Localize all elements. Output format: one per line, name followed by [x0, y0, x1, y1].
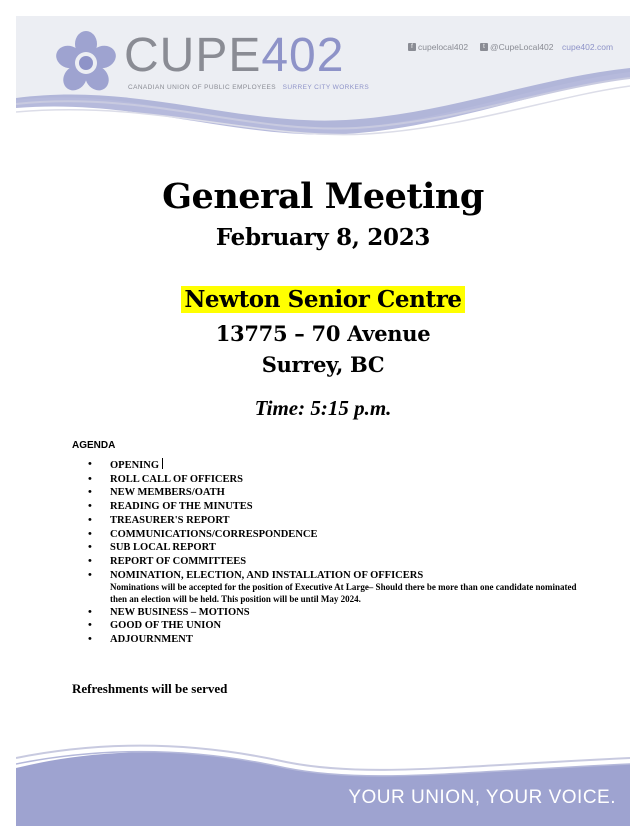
agenda-item-label: COMMUNICATIONS/CORRESPONDENCE	[110, 528, 318, 540]
agenda-item-new-members	[88, 486, 580, 500]
agenda-heading: AGENDA	[72, 440, 116, 451]
text-cursor	[162, 458, 163, 469]
meeting-city: Surrey, BC	[261, 352, 385, 377]
logo-subtitle-accent: SURREY CITY WORKERS	[282, 84, 370, 91]
agenda-item-label: READING OF THE MINUTES	[110, 501, 253, 513]
agenda-item-committees	[88, 555, 580, 569]
agenda-item-new-business	[88, 606, 580, 620]
twitter-link[interactable]	[480, 42, 553, 52]
agenda-item-label: TREASURER'S REPORT	[110, 514, 230, 526]
facebook-link[interactable]	[408, 42, 468, 52]
agenda-item-nomination	[88, 569, 580, 606]
logo-subtitle-text: CANADIAN UNION OF PUBLIC EMPLOYEES	[128, 84, 276, 91]
agenda-list	[88, 458, 580, 647]
agenda-item-opening	[88, 458, 580, 473]
facebook-icon: f	[408, 43, 416, 51]
cupe402-wordmark	[124, 30, 344, 82]
agenda-item-good-of-union	[88, 619, 580, 633]
venue-highlight: Newton Senior Centre	[181, 286, 464, 313]
footer-wave-graphic	[16, 744, 630, 826]
agenda-item-communications	[88, 528, 580, 542]
agenda-item-label: SUB LOCAL REPORT	[110, 542, 216, 554]
twitter-icon: t	[480, 43, 488, 51]
logo-cupe-text: CUPE	[124, 29, 262, 82]
cupe-flower-logo-icon	[54, 30, 118, 94]
logo-number-text: 402	[261, 29, 345, 82]
agenda-item-label: REPORT OF COMMITTEES	[110, 555, 247, 567]
nomination-note: Nominations will be accepted for the position of Executive At Large– Should there be more than one candidate nominated then an election will be held. This position will be until May 2024.	[110, 582, 577, 604]
header-banner	[16, 16, 630, 158]
agenda-item-label: OPENING	[110, 460, 160, 471]
meeting-venue	[16, 286, 630, 313]
meeting-address: 13775 – 70 Avenue	[215, 321, 431, 346]
agenda-item-treasurer	[88, 514, 580, 528]
agenda-item-label: NEW MEMBERS/OATH	[110, 487, 225, 499]
facebook-handle: cupelocal402	[418, 42, 469, 52]
agenda-item-label: ADJOURNMENT	[110, 633, 193, 645]
agenda-item-minutes	[88, 500, 580, 514]
twitter-handle: @CupeLocal402	[490, 42, 554, 52]
agenda-item-sub-local	[88, 541, 580, 555]
meeting-title: General Meeting	[162, 176, 484, 217]
agenda-item-roll-call	[88, 473, 580, 487]
footer-tagline: YOUR UNION, YOUR VOICE.	[348, 787, 616, 808]
refreshments-note: Refreshments will be served	[72, 681, 228, 696]
agenda-item-adjournment	[88, 633, 580, 647]
agenda-item-label: GOOD OF THE UNION	[110, 620, 222, 632]
logo-subtitle	[128, 84, 369, 91]
agenda-item-label: NOMINATION, ELECTION, AND INSTALLATION OF OFFICERS	[110, 569, 424, 581]
flyer-page	[16, 16, 630, 826]
website-link[interactable]: cupe402.com	[562, 42, 614, 52]
meeting-time: Time: 5:15 p.m.	[254, 396, 392, 420]
footer-banner	[16, 744, 630, 826]
meeting-date: February 8, 2023	[215, 224, 431, 251]
agenda-item-label: NEW BUSINESS – MOTIONS	[110, 606, 250, 618]
agenda-item-label: ROLL CALL OF OFFICERS	[110, 473, 243, 485]
